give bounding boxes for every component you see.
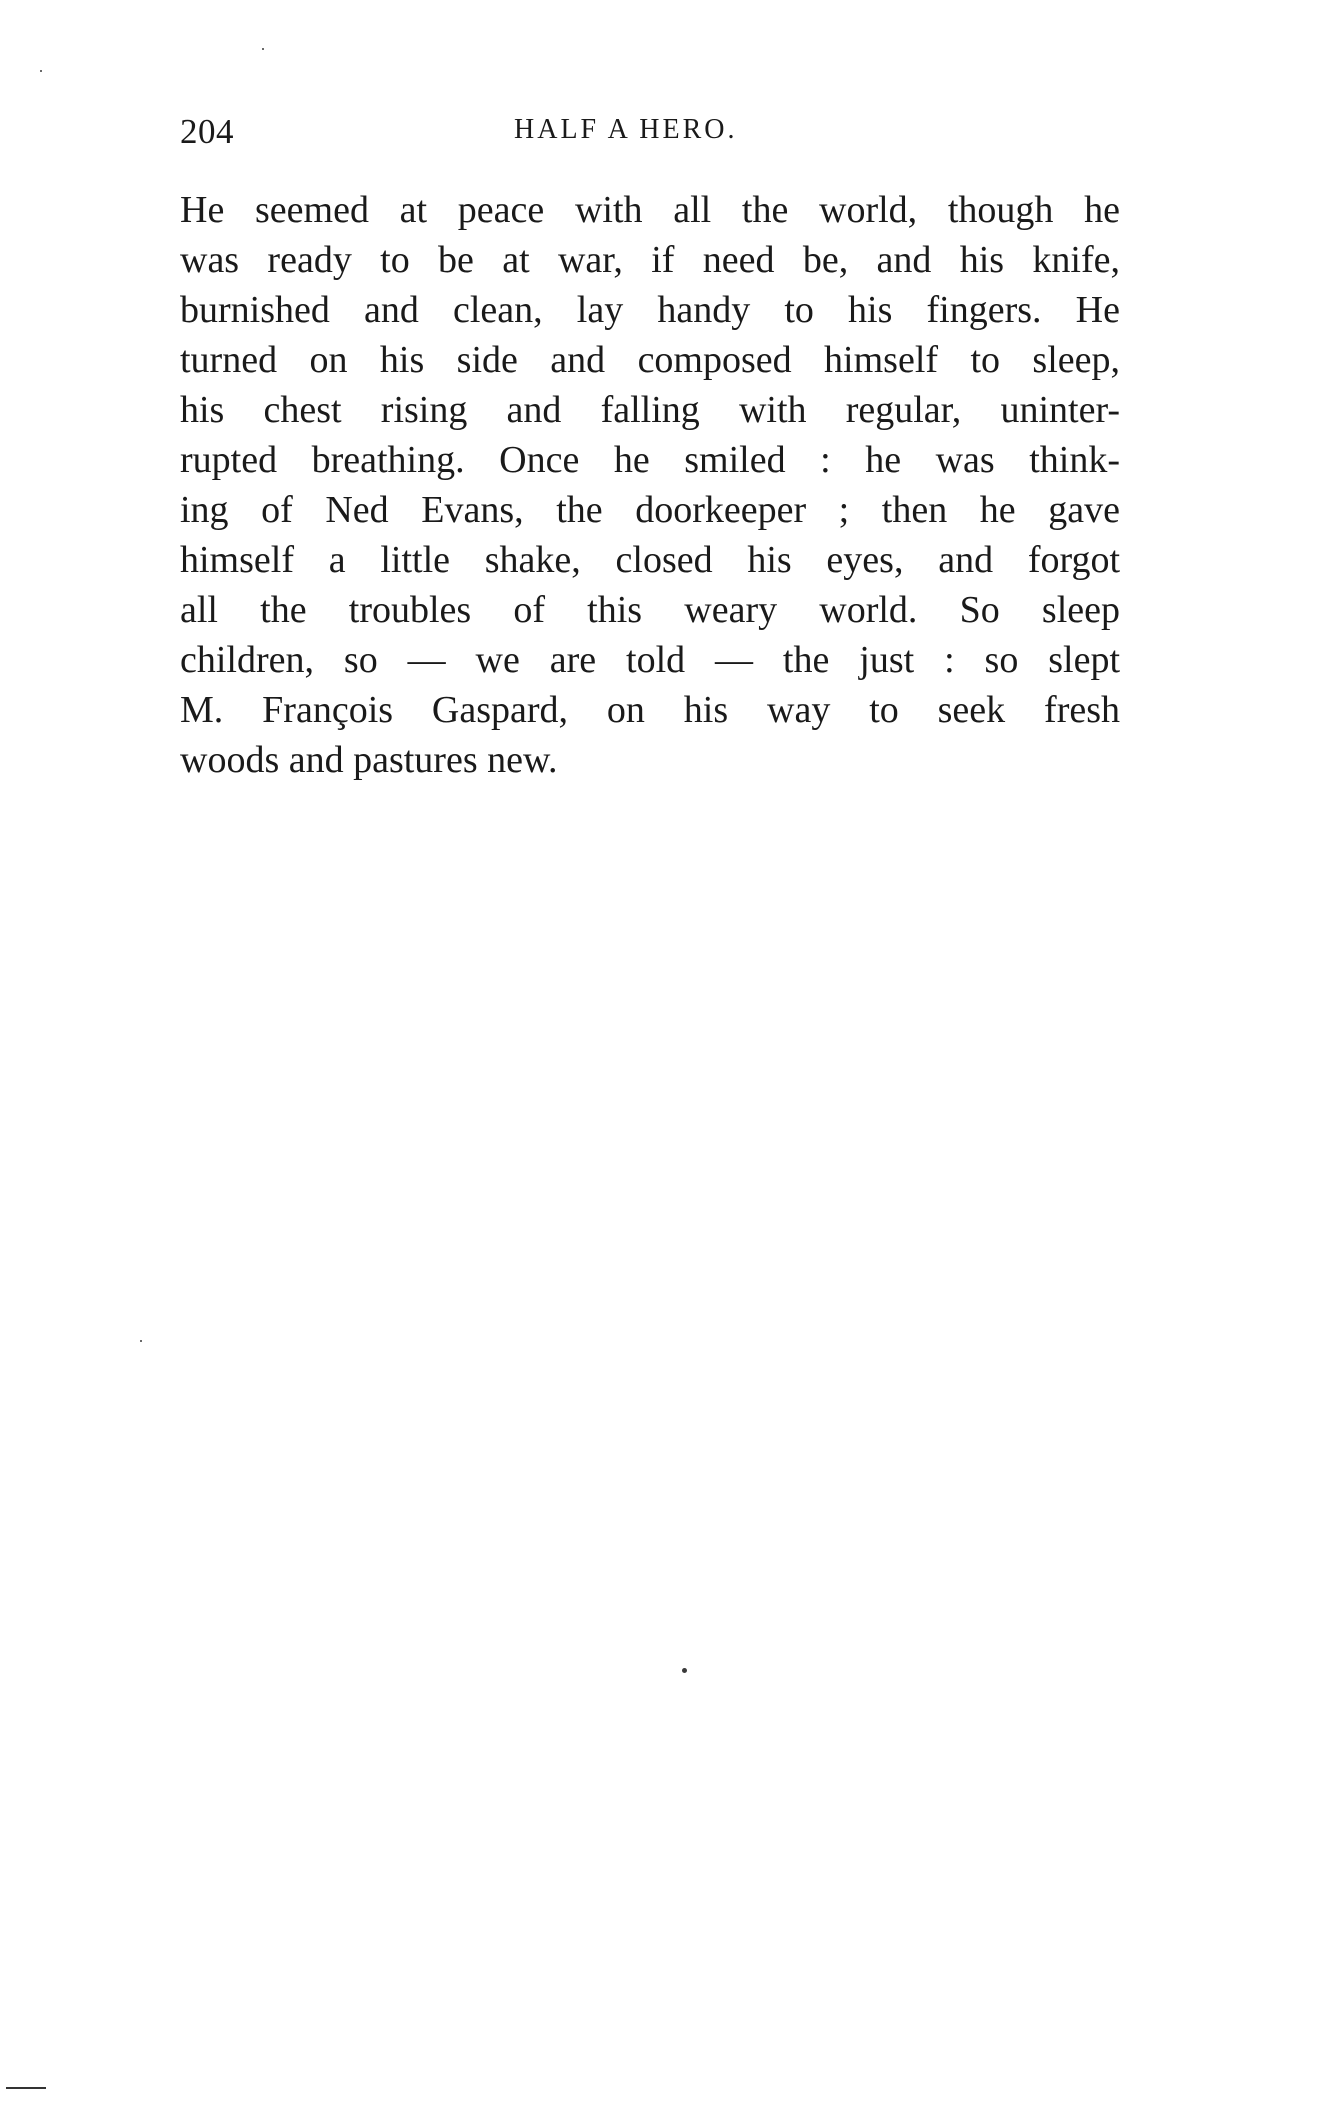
text-line: his chest rising and falling with regular, uninter- bbox=[180, 389, 1120, 431]
text-line: was ready to be at war, if need be, and his knife, bbox=[180, 239, 1120, 281]
text-line: turned on his side and composed himself to sleep, bbox=[180, 339, 1120, 381]
ink-speck bbox=[682, 1668, 687, 1673]
text-line: M. François Gaspard, on his way to seek fresh bbox=[180, 689, 1120, 731]
body-paragraph bbox=[180, 185, 1120, 785]
ink-speck bbox=[140, 1340, 142, 1342]
text-line: He seemed at peace with all the world, though he bbox=[180, 189, 1120, 231]
running-head bbox=[180, 112, 1120, 158]
text-line: children, so — we are told — the just : so slept bbox=[180, 639, 1120, 681]
text-line: all the troubles of this weary world. So sleep bbox=[180, 589, 1120, 631]
text-line: burnished and clean, lay handy to his fingers. He bbox=[180, 289, 1120, 331]
text-line: woods and pastures new. bbox=[180, 739, 558, 781]
page-number: 204 bbox=[180, 112, 234, 151]
ink-speck bbox=[262, 48, 264, 50]
running-title: HALF A HERO. bbox=[514, 114, 738, 145]
ink-speck bbox=[40, 70, 42, 72]
scan-edge-mark bbox=[6, 2087, 46, 2089]
text-line: rupted breathing. Once he smiled : he was think- bbox=[180, 439, 1120, 481]
text-line: ing of Ned Evans, the doorkeeper ; then he gave bbox=[180, 489, 1120, 531]
text-line: himself a little shake, closed his eyes, and forgot bbox=[180, 539, 1120, 581]
